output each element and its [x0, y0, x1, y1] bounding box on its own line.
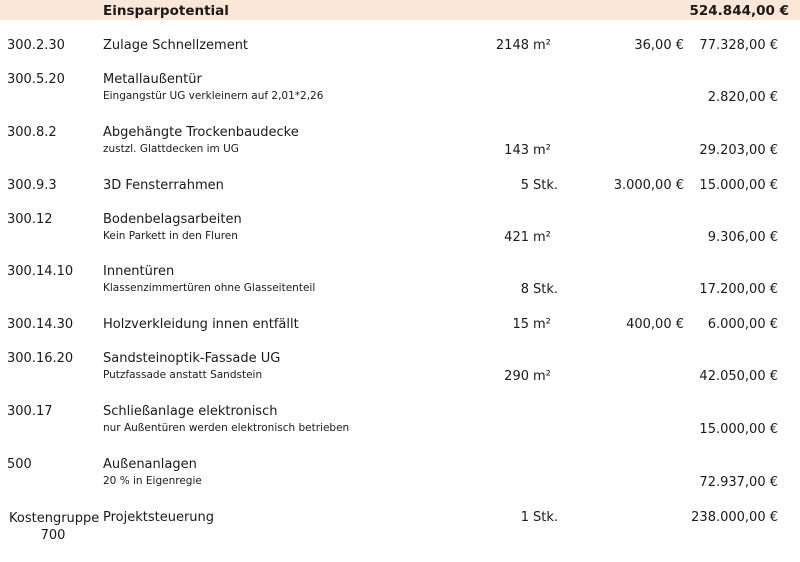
item-quantity	[504, 369, 562, 384]
item-code: 300.12	[7, 212, 53, 227]
item-name: Metallaußentür	[103, 72, 202, 87]
item-total: 17.200,00 €	[699, 282, 778, 297]
item-code: 300.9.3	[7, 178, 57, 193]
item-total: 238.000,00 €	[691, 510, 778, 525]
item-code: 300.14.30	[7, 317, 74, 332]
item-total: 6.000,00 €	[707, 317, 778, 332]
item-code: 300.5.20	[7, 72, 65, 87]
item-total: 72.937,00 €	[699, 475, 778, 490]
item-note: Kein Parkett in den Fluren	[103, 230, 238, 242]
item-code: Kostengruppe 700	[9, 511, 100, 543]
quantity-unit: Stk.	[533, 282, 559, 297]
item-total: 77.328,00 €	[699, 38, 778, 53]
item-name: Innentüren	[103, 264, 175, 279]
item-note: zustzl. Glattdecken im UG	[103, 143, 239, 155]
item-name: Zulage Schnellzement	[103, 38, 249, 53]
header-total: 524.844,00 €	[689, 3, 789, 19]
item-note: nur Außentüren werden elektronisch betrieben	[103, 422, 350, 434]
savings-header	[0, 0, 800, 20]
item-code: 500	[7, 457, 32, 472]
quantity-unit: m²	[533, 317, 551, 332]
item-unit-price: 36,00 €	[634, 38, 684, 53]
item-name: Außenanlagen	[103, 457, 197, 472]
quantity-unit: Stk.	[533, 178, 559, 193]
item-code: 300.16.20	[7, 351, 74, 366]
item-quantity	[512, 317, 562, 332]
item-total: 2.820,00 €	[707, 90, 778, 105]
item-quantity	[496, 38, 562, 53]
quantity-value: 143	[504, 143, 529, 158]
item-total: 15.000,00 €	[699, 422, 778, 437]
item-name: Schließanlage elektronisch	[103, 404, 278, 419]
item-name: Bodenbelagsarbeiten	[103, 212, 242, 227]
item-note: Klassenzimmertüren ohne Glasseitenteil	[103, 282, 316, 294]
table-row	[0, 457, 800, 509]
item-code: 300.17	[7, 404, 53, 419]
item-name: Holzverkleidung innen entfällt	[103, 317, 299, 332]
item-note: 20 % in Eigenregie	[103, 475, 202, 487]
table-row	[0, 125, 800, 177]
quantity-value: 290	[504, 369, 529, 384]
item-quantity	[504, 230, 562, 245]
item-name: Abgehängte Trockenbaudecke	[103, 125, 299, 140]
quantity-unit: m²	[533, 143, 551, 158]
quantity-value: 421	[504, 230, 529, 245]
item-code: 300.2.30	[7, 38, 65, 53]
item-name: 3D Fensterrahmen	[103, 178, 224, 193]
item-total: 29.203,00 €	[699, 143, 778, 158]
item-code: 300.8.2	[7, 125, 57, 140]
item-unit-price: 400,00 €	[626, 317, 684, 332]
table-row	[0, 404, 800, 456]
quantity-unit: m²	[533, 38, 551, 53]
quantity-unit: Stk.	[533, 510, 559, 525]
table-row	[0, 510, 800, 562]
item-name: Projektsteuerung	[103, 510, 215, 525]
item-quantity	[521, 510, 562, 525]
quantity-value: 1	[520, 510, 529, 525]
table-row	[0, 212, 800, 264]
item-name: Sandsteinoptik-Fassade UG	[103, 351, 281, 366]
quantity-value: 5	[520, 178, 529, 193]
item-total: 9.306,00 €	[707, 230, 778, 245]
item-quantity	[521, 282, 562, 297]
header-title: Einsparpotential	[103, 3, 229, 19]
quantity-unit: m²	[533, 369, 551, 384]
quantity-value: 2148	[495, 38, 529, 53]
item-quantity	[521, 178, 562, 193]
item-quantity	[504, 143, 562, 158]
item-total: 15.000,00 €	[699, 178, 778, 193]
quantity-unit: m²	[533, 230, 551, 245]
table-row	[0, 351, 800, 403]
quantity-value: 15	[512, 317, 529, 332]
table-row	[0, 72, 800, 124]
item-code: 300.14.10	[7, 264, 74, 279]
item-note: Putzfassade anstatt Sandstein	[103, 369, 263, 381]
item-unit-price: 3.000,00 €	[613, 178, 684, 193]
item-total: 42.050,00 €	[699, 369, 778, 384]
item-note: Eingangstür UG verkleinern auf 2,01*2,26	[103, 90, 324, 102]
table-row	[0, 264, 800, 316]
quantity-value: 8	[520, 282, 529, 297]
